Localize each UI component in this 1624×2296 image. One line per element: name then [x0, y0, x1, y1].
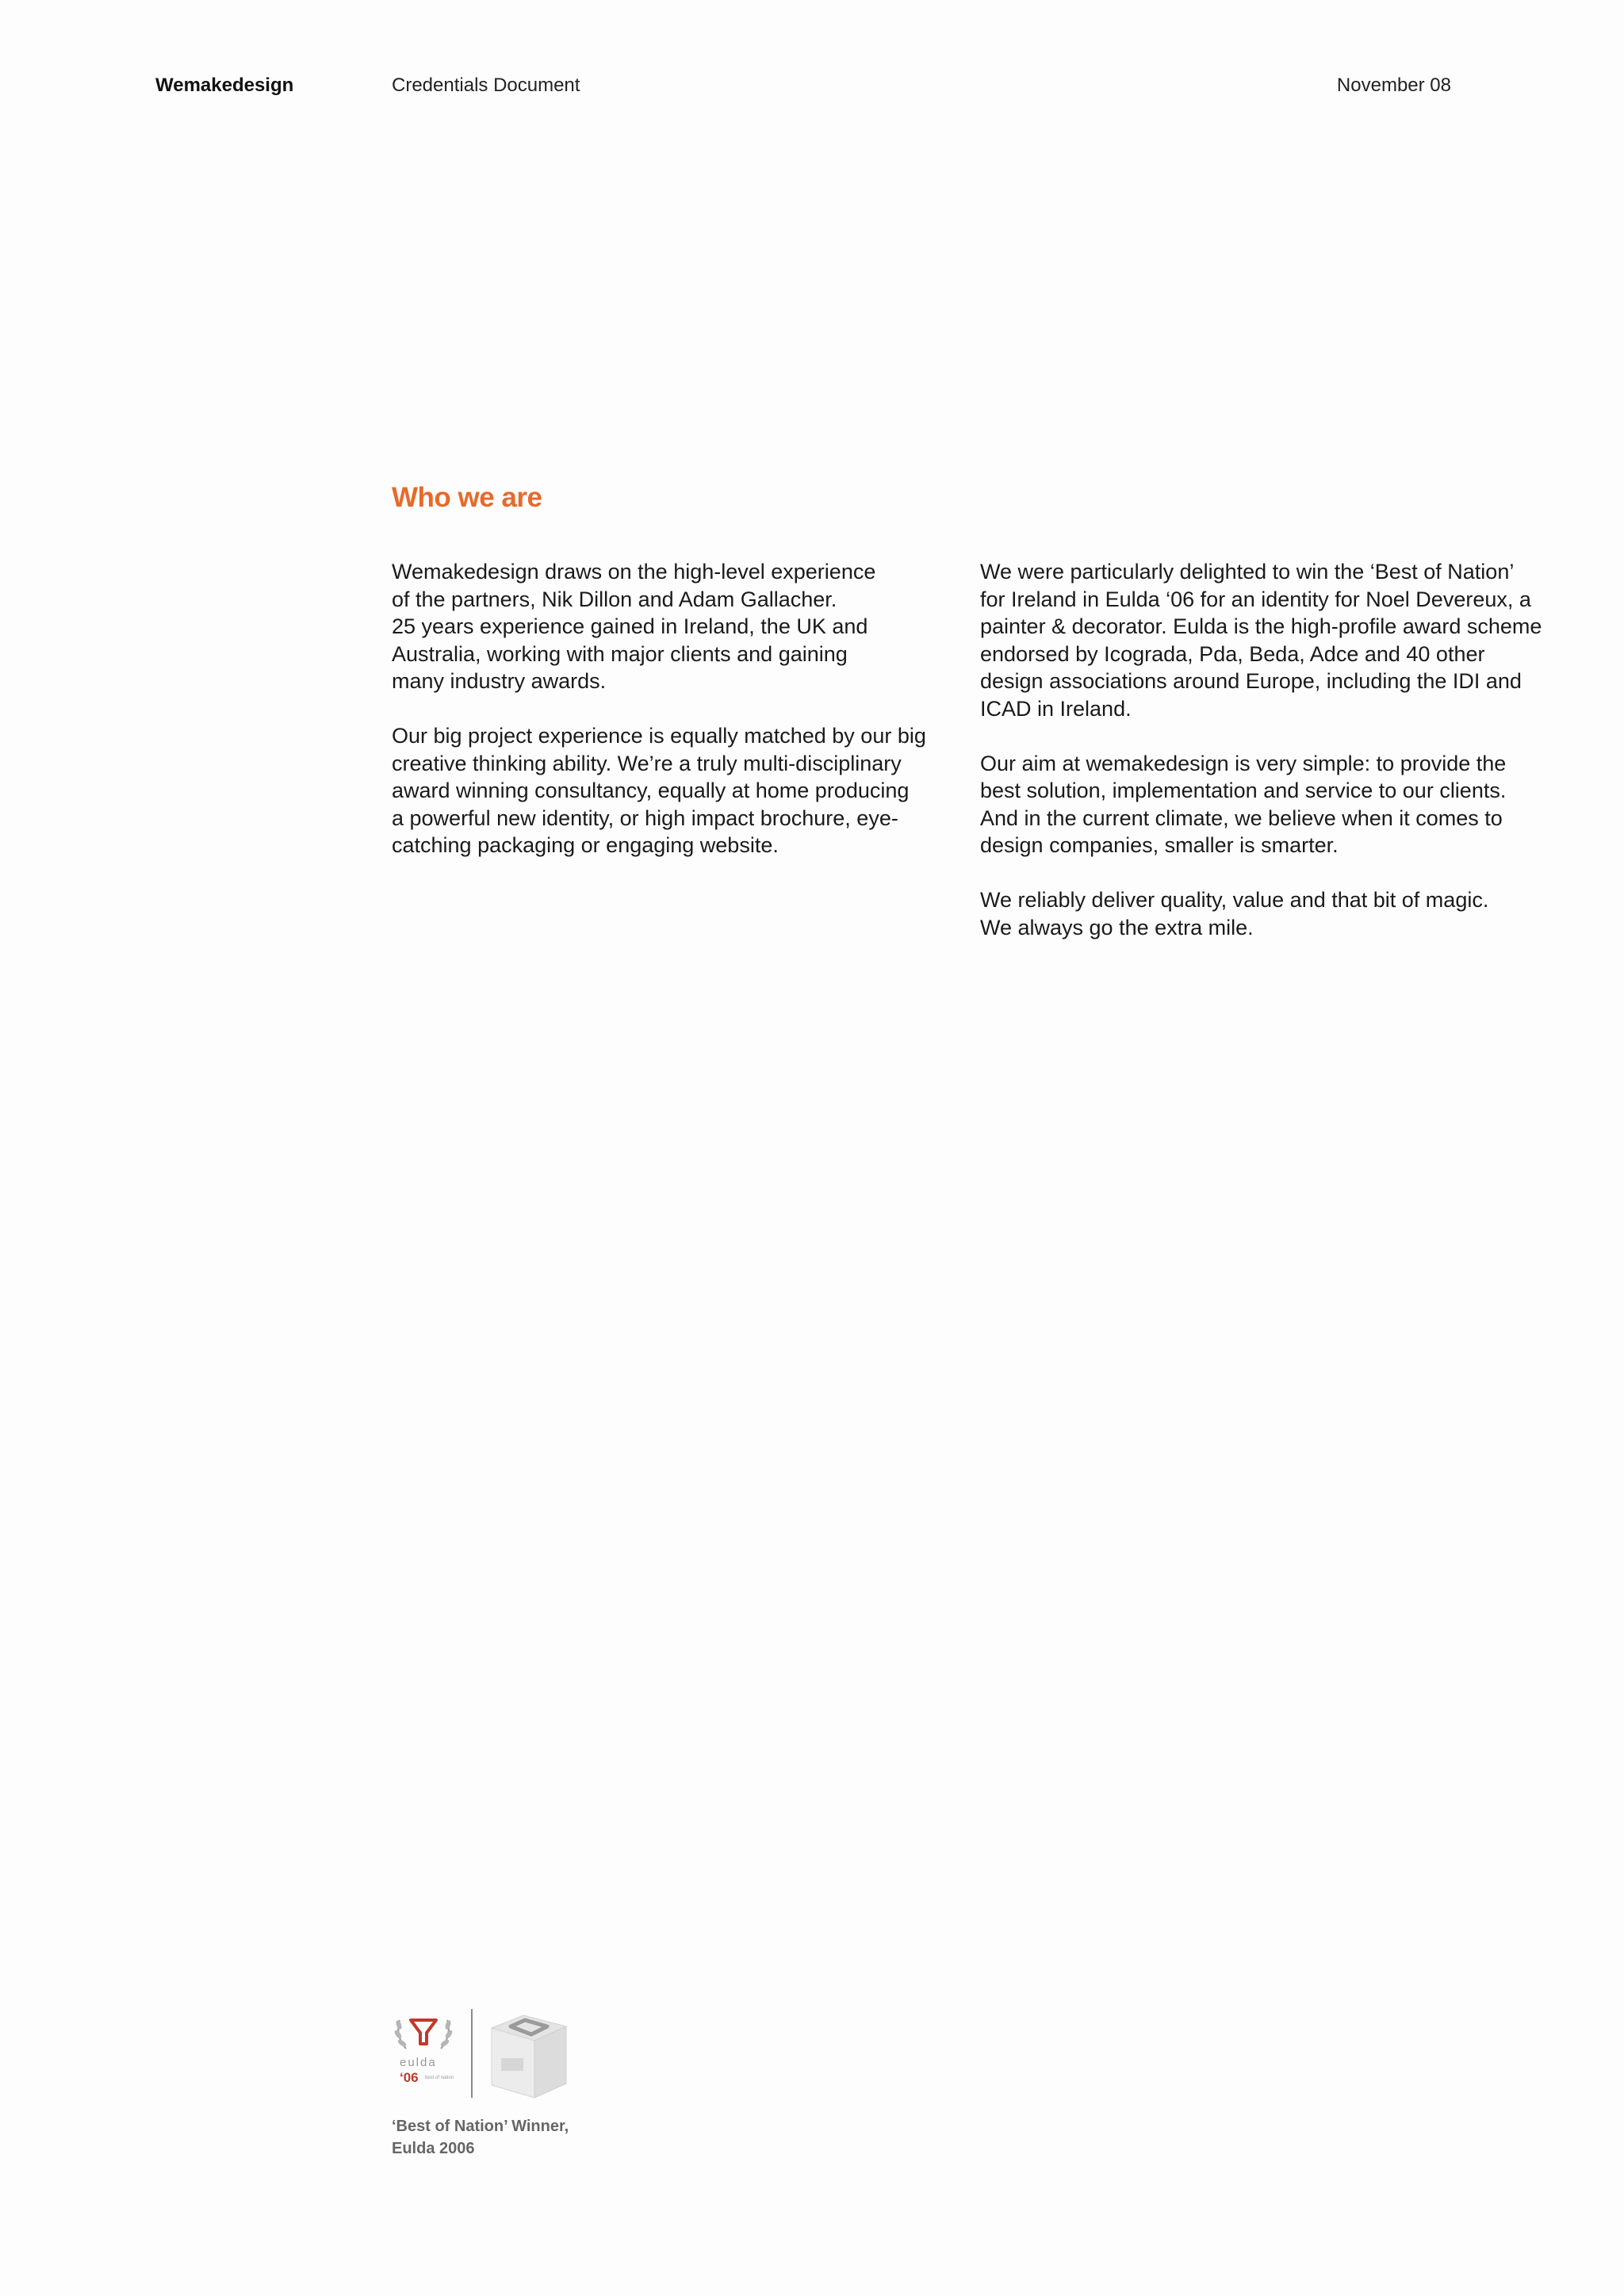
award-caption: ‘Best of Nation’ Winner, Eulda 2006	[392, 2118, 569, 2157]
eulda-wordmark: eulda	[400, 2056, 437, 2069]
paragraph: Our big project experience is equally matched by our big creative thinking ability. We’re a truly multi-disciplinary award winning consultancy, equally at home producing a powerful new identity, or high impact brochure, eye- catching packaging or engaging website.	[392, 724, 926, 857]
right-column	[980, 558, 1551, 969]
brand-name: Wemakedesign	[155, 75, 294, 96]
left-column	[392, 558, 947, 886]
award-image	[392, 2009, 582, 2101]
eulda-year: ‘06	[400, 2070, 419, 2085]
eulda-logo-icon	[411, 2020, 436, 2044]
section-heading: Who we are	[392, 482, 542, 513]
document-date: November 08	[1336, 75, 1451, 96]
eulda-award-graphic	[392, 2009, 582, 2101]
divider	[471, 2009, 473, 2098]
paragraph: We reliably deliver quality, value and that bit of magic. We always go the extra mile.	[980, 888, 1489, 939]
eulda-small-text: best of nation	[425, 2076, 454, 2080]
page-header	[0, 73, 1624, 98]
paragraph: We were particularly delighted to win the ‘Best of Nation’ for Ireland in Eulda ‘06 for an identity for Noel Devereux, a painter & decorator. Eulda is the high-profile award scheme endorsed by Icograda, Pda, Beda, Adce and 40 other design associations around Europe, including the IDI and ICAD in Ireland.	[980, 560, 1542, 721]
paragraph: Wemakedesign draws on the high-level experience of the partners, Nik Dillon and Adam Gallacher. 25 years experience gained in Ireland, the UK and Australia, working with major clients and gaining many industry awards.	[392, 560, 876, 693]
document-title: Credentials Document	[392, 75, 580, 96]
paragraph: Our aim at wemakedesign is very simple: to provide the best solution, implementation and service to our clients. And in the current climate, we believe when it comes to design companies, smaller is smarter.	[980, 751, 1507, 857]
trophy-icon	[492, 2015, 566, 2098]
